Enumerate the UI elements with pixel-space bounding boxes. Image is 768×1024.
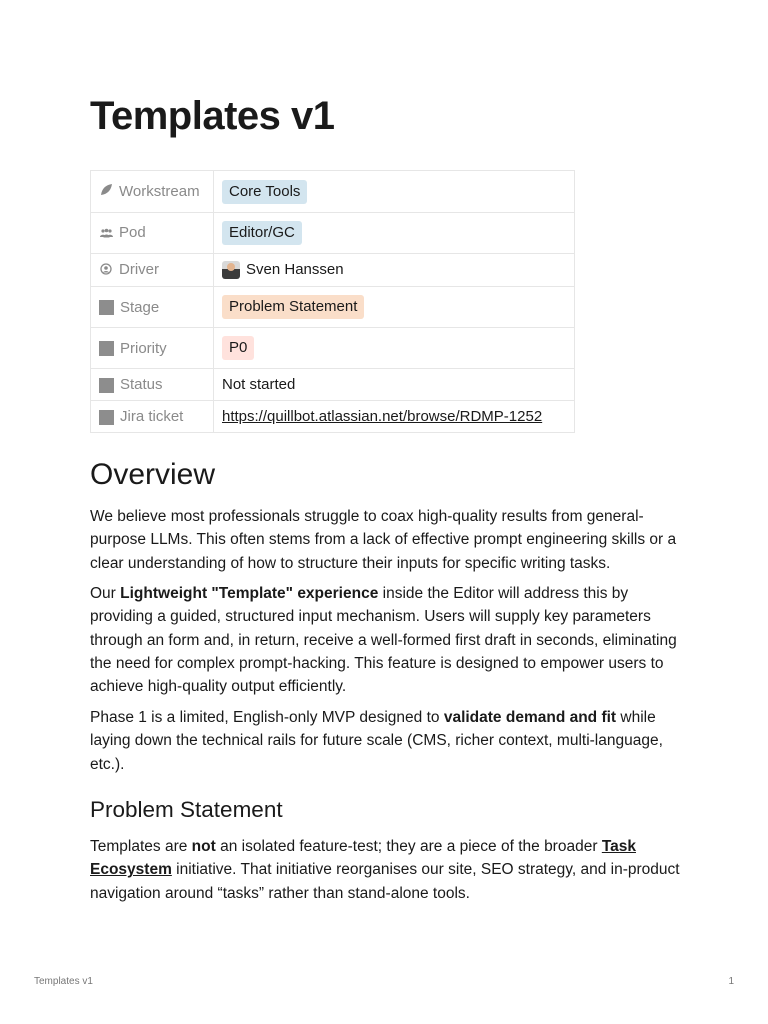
property-row-stage — [91, 287, 575, 328]
property-value[interactable] — [214, 213, 575, 254]
text-run: inside the Editor will address this by providing a guided, structured input mechanism. Users will supply key parameters through an form and, in return, receive a well-formed first draft in seconds, eliminating the need for complex prompt-hacking. This feature is designed to empower users to achieve high-quality output efficiently. — [90, 585, 677, 696]
task-ecosystem-link[interactable]: Task Ecosystem — [90, 838, 636, 879]
property-row-priority — [91, 328, 575, 369]
bold-text: validate demand and fit — [443, 709, 617, 726]
property-key — [91, 287, 214, 328]
property-row-status — [91, 369, 575, 401]
property-key — [91, 401, 214, 433]
text-run: Our — [90, 585, 121, 602]
square-icon — [99, 410, 114, 425]
text-run: Phase 1 is a limited, English-only MVP designed to — [90, 709, 444, 726]
overview-paragraph-2 — [90, 582, 680, 698]
property-key-label: Priority — [120, 339, 167, 357]
pod-tag[interactable]: Editor/GC — [222, 221, 302, 245]
property-value[interactable] — [214, 254, 575, 287]
property-key-label: Pod — [119, 224, 146, 242]
overview-paragraph-3 — [90, 706, 680, 776]
property-key-label: Workstream — [119, 182, 200, 200]
property-key-label: Stage — [120, 298, 160, 316]
property-key-label: Status — [120, 376, 163, 393]
square-icon — [99, 300, 114, 315]
property-key-label: Driver — [119, 261, 159, 279]
person-circle-icon — [99, 262, 113, 279]
property-value[interactable] — [214, 328, 575, 369]
problem-paragraph — [90, 835, 680, 905]
page-title: Templates v1 — [90, 94, 335, 138]
people-icon — [99, 225, 113, 242]
square-icon — [99, 378, 114, 393]
overview-paragraph-1: We believe most professionals struggle to coax high-quality results from general-purpose LLMs. This often stems from a lack of effective prompt engineering skills or a clear understanding of how to structure their inputs for specific writing tasks. — [90, 508, 677, 572]
status-value[interactable]: Not started — [222, 376, 296, 393]
priority-tag[interactable]: P0 — [222, 336, 254, 360]
bold-text: not — [191, 838, 216, 855]
leaf-icon — [99, 183, 113, 200]
property-row-pod — [91, 213, 575, 254]
problem-statement-heading: Problem Statement — [90, 797, 283, 822]
property-value[interactable] — [214, 401, 575, 433]
property-key — [91, 369, 214, 401]
property-key — [91, 213, 214, 254]
text-run: an isolated feature-test; they are a piece of the broader — [215, 838, 602, 855]
driver-name[interactable]: Sven Hanssen — [246, 260, 344, 278]
property-value[interactable] — [214, 369, 575, 401]
property-row-driver — [91, 254, 575, 287]
property-value[interactable] — [214, 287, 575, 328]
overview-heading: Overview — [90, 458, 216, 491]
properties-table — [90, 170, 575, 433]
text-run: Templates are — [90, 838, 192, 855]
bold-text: Lightweight "Template" experience — [120, 585, 379, 602]
text-run: while laying down the technical rails for future scale (CMS, richer context, multi-language, etc.). — [90, 709, 663, 773]
stage-tag[interactable]: Problem Statement — [222, 295, 364, 319]
property-row-workstream — [91, 171, 575, 213]
page-number: 1 — [728, 976, 734, 987]
property-key-label: Jira ticket — [120, 408, 184, 425]
property-key — [91, 254, 214, 287]
square-icon — [99, 341, 114, 356]
jira-link[interactable]: https://quillbot.atlassian.net/browse/RDMP-1252 — [222, 408, 543, 425]
footer-title: Templates v1 — [34, 976, 93, 987]
property-value[interactable] — [214, 171, 575, 213]
property-key — [91, 328, 214, 369]
workstream-tag[interactable]: Core Tools — [222, 180, 307, 204]
property-row-jira — [91, 401, 575, 433]
property-key — [91, 171, 214, 213]
text-run: initiative. That initiative reorganises our site, SEO strategy, and in-product navigation around “tasks” rather than stand-alone tools. — [90, 861, 680, 902]
avatar — [222, 261, 240, 279]
